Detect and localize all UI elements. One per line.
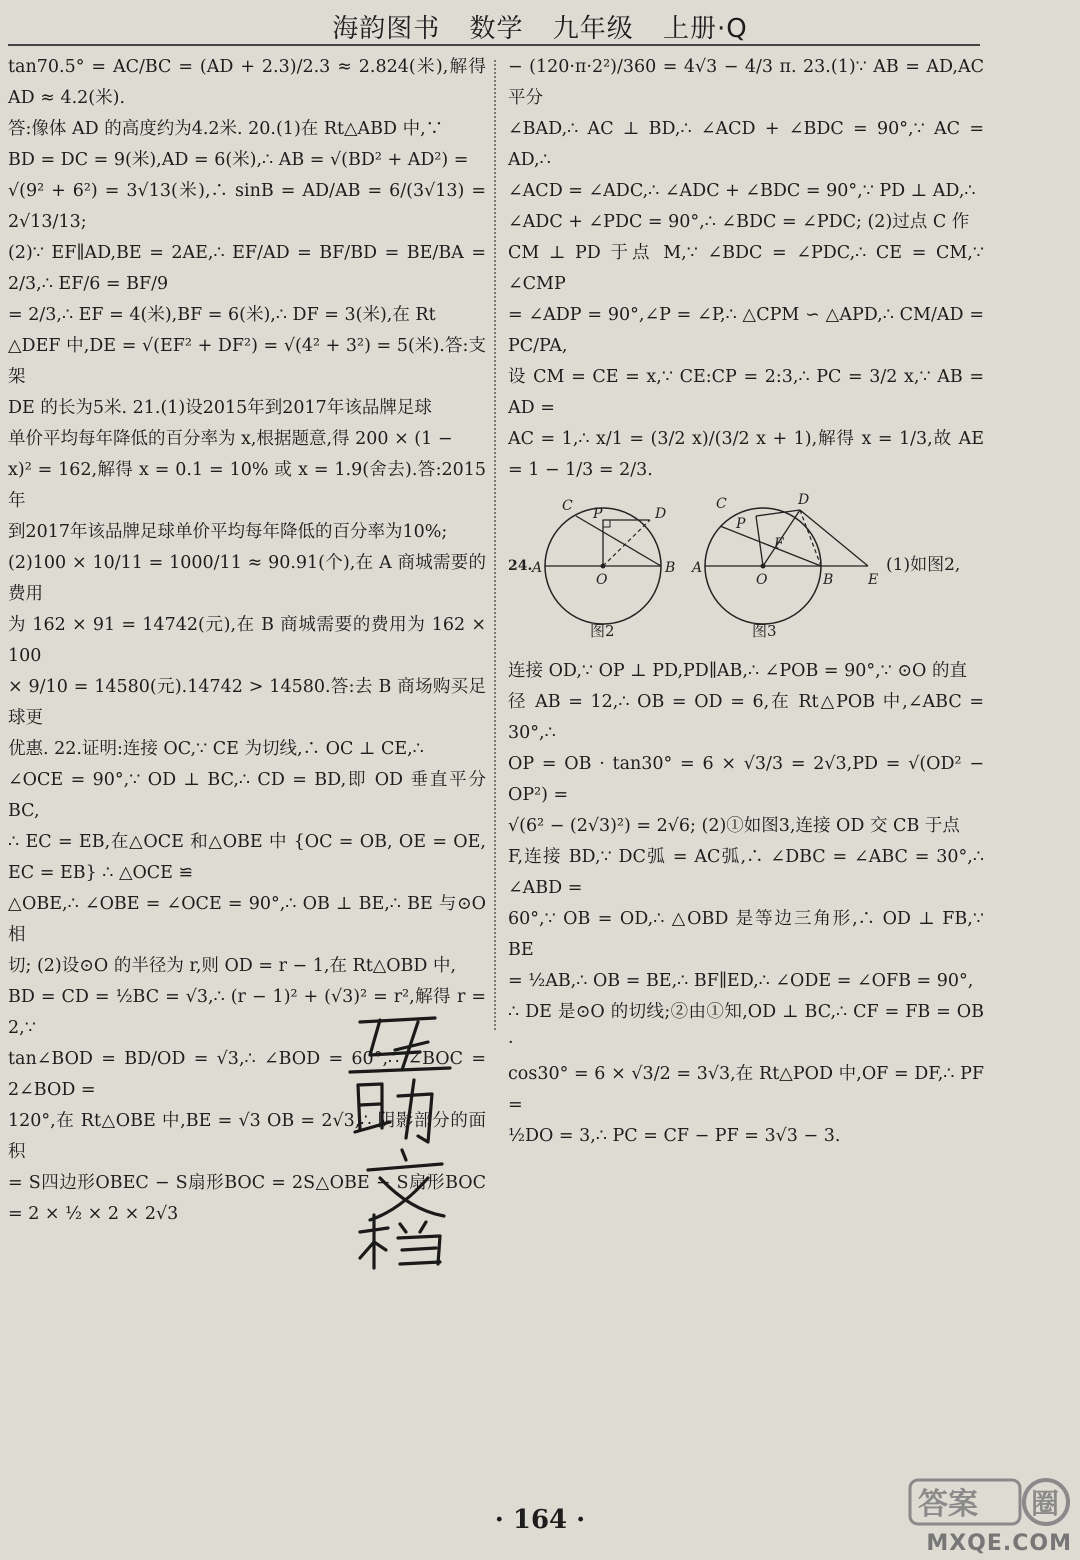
fig3-label-e: E bbox=[868, 572, 879, 588]
fig3-caption: 图3 bbox=[752, 622, 777, 640]
text-line: 单价平均每年降低的百分率为 x,根据题意,得 200 × (1 − bbox=[8, 429, 453, 449]
q24-label: 24. bbox=[508, 558, 533, 574]
text-line: △DEF 中,DE = √(EF² + DF²) = √(4² + 3²) = 5(米).答:支架 bbox=[8, 336, 486, 387]
fig3-label-d: D bbox=[798, 492, 810, 508]
header-subject: 数学 bbox=[469, 14, 524, 44]
text-line: 连接 OD,∵ OP ⊥ PD,PD∥AB,∴ ∠POB = 90°,∵ ⊙O 的直 bbox=[508, 661, 967, 681]
text-line: 切; (2)设⊙O 的半径为 r,则 OD = r − 1,在 Rt△OBD 中, bbox=[8, 956, 457, 976]
fig2-label-o: O bbox=[596, 572, 608, 588]
svg-text:圈: 圈 bbox=[1031, 1487, 1060, 1520]
fig2-label-d: D bbox=[655, 506, 667, 522]
fig2-caption: 图2 bbox=[590, 622, 615, 640]
text-line: ∠OCE = 90°,∵ OD ⊥ BC,∴ CD = BD,即 OD 垂直平分 BC, bbox=[8, 770, 486, 821]
text-line: OP = OB · tan30° = 6 × √3/3 = 2√3,PD = √(OD² − OP²) = bbox=[508, 754, 984, 805]
fig2-label-b: B bbox=[665, 560, 676, 576]
text-line: = ∠ADP = 90°,∠P = ∠P,∴ △CPM ∽ △APD,∴ CM/AD = PC/PA, bbox=[508, 305, 984, 356]
fig2-label-a: A bbox=[532, 560, 543, 576]
header-rule bbox=[8, 44, 980, 46]
svg-text:答案: 答案 bbox=[918, 1487, 978, 1522]
text-line: tan70.5° = AC/BC = (AD + 2.3)/2.3 ≈ 2.824(米),解得 AD ≈ 4.2(米). bbox=[8, 57, 486, 108]
fig2-right-angle bbox=[603, 520, 610, 527]
text-line: 径 AB = 12,∴ OB = OD = 6,在 Rt△POB 中,∠ABC = 30°,∴ bbox=[508, 692, 984, 743]
text-line: △OBE,∴ ∠OBE = ∠OCE = 90°,∴ OB ⊥ BE,∴ BE 与⊙O 相 bbox=[8, 894, 486, 945]
text-line: = 2/3,∴ EF = 4(米),BF = 6(米),∴ DF = 3(米),在 Rt bbox=[8, 305, 436, 325]
fig3-label-o: O bbox=[756, 572, 768, 588]
fig2-chord-cb bbox=[576, 516, 661, 566]
text-line: 60°,∵ OB = OD,∴ △OBD 是等边三角形,∴ OD ⊥ FB,∵ BE bbox=[508, 909, 984, 960]
text-line: (2)∵ EF∥AD,BE = 2AE,∴ EF/AD = BF/BD = BE/BA = 2/3,∴ EF/6 = BF/9 bbox=[8, 243, 486, 294]
text-line: ∠ADC + ∠PDC = 90°,∴ ∠BDC = ∠PDC; (2)过点 C 作 bbox=[508, 212, 970, 232]
text-line: 答:像体 AD 的高度约为4.2米. 20.(1)在 Rt△ABD 中,∵ bbox=[8, 119, 444, 139]
text-line: BD = CD = ½BC = √3,∴ (r − 1)² + (√3)² = r²,解得 r = 2,∵ bbox=[8, 987, 486, 1038]
text-line: √(9² + 6²) = 3√13(米),∴ sinB = AD/AB = 6/(3√13) = 2√13/13; bbox=[8, 181, 486, 232]
text-line: ∠BAD,∴ AC ⊥ BD,∴ ∠ACD + ∠BDC = 90°,∵ AC = AD,∴ bbox=[508, 119, 984, 170]
text-line: ½DO = 3,∴ PC = CF − PF = 3√3 − 3. bbox=[508, 1126, 841, 1146]
header-grade: 九年级 bbox=[552, 14, 634, 44]
fig3-label-a: A bbox=[692, 560, 703, 576]
text-line: = S四边形OBEC − S扇形BOC = 2S△OBE − S扇形BOC = 2 × ½ × 2 × 2√3 bbox=[8, 1173, 486, 1224]
text-line: √(6² − (2√3)²) = 2√6; (2)①如图3,连接 OD 交 CB 于点 bbox=[508, 816, 960, 836]
text-line: 优惠. 22.证明:连接 OC,∵ CE 为切线,∴ OC ⊥ CE,∴ bbox=[8, 739, 424, 759]
text-line: 到2017年该品牌足球单价平均每年降低的百分率为10%; bbox=[8, 522, 448, 542]
text-line: ∴ EC = EB,在△OCE 和△OBE 中 {OC = OB, OE = OE, EC = EB} ∴ △OCE ≌ bbox=[8, 832, 486, 883]
handwritten-char-4 bbox=[360, 1215, 440, 1268]
text-line: × 9/10 = 14580(元).14742 > 14580.答:去 B 商场购买足球更 bbox=[8, 677, 486, 728]
text-line: ∴ DE 是⊙O 的切线;②由①知,OD ⊥ BC,∴ CF = FB = OB · bbox=[508, 1002, 984, 1053]
circle-diagrams bbox=[508, 490, 984, 650]
page-number: · 164 · bbox=[494, 1505, 586, 1535]
text-line: 设 CM = CE = x,∵ CE:CP = 2:3,∴ PC = 3/2 x,∵ AB = AD = bbox=[508, 367, 984, 418]
text-line: BD = DC = 9(米),AD = 6(米),∴ AB = √(BD² + AD²) = bbox=[8, 150, 469, 170]
fig-side-text: (1)如图2, bbox=[886, 555, 961, 575]
fig3-center-dot bbox=[761, 564, 766, 569]
page-header bbox=[0, 8, 1080, 42]
handwritten-char-2 bbox=[355, 1080, 432, 1142]
right-column bbox=[508, 52, 984, 1152]
text-line: DE 的长为5米. 21.(1)设2015年到2017年该品牌足球 bbox=[8, 398, 432, 418]
watermark-site: MXQE.COM bbox=[926, 1531, 1072, 1556]
watermark-badge bbox=[908, 1476, 1074, 1528]
text-line: F,连接 BD,∵ DC弧 = AC弧,∴ ∠DBC = ∠ABC = 30°,∴ ∠ABD = bbox=[508, 847, 984, 898]
handwriting-annotation bbox=[340, 1010, 480, 1270]
handwritten-char-3 bbox=[368, 1150, 444, 1220]
text-line: = ½AB,∴ OB = BE,∴ BF∥ED,∴ ∠ODE = ∠OFB = 90°, bbox=[508, 971, 974, 991]
fig3-label-f: F bbox=[774, 536, 784, 552]
text-line: cos30° = 6 × √3/2 = 3√3,在 Rt△POD 中,OF = DF,∴ PF = bbox=[508, 1064, 984, 1115]
text-line: (2)100 × 10/11 = 1000/11 ≈ 90.91(个),在 A 商城需要的费用 bbox=[8, 553, 486, 604]
header-volume: 上册·Q bbox=[663, 14, 748, 44]
fig3-chord-cb bbox=[720, 526, 821, 566]
text-line: 为 162 × 91 = 14742(元),在 B 商城需要的费用为 162 × 100 bbox=[8, 615, 486, 666]
fig2-label-p: P bbox=[593, 506, 603, 522]
text-line: 120°,在 Rt△OBE 中,BE = √3 OB = 2√3,∴ 阴影部分的面积 bbox=[8, 1111, 486, 1162]
handwritten-char-1 bbox=[350, 1018, 450, 1072]
fig2-center-dot bbox=[601, 564, 606, 569]
text-line: ∠ACD = ∠ADC,∴ ∠ADC + ∠BDC = 90°,∵ PD ⊥ AD,∴ bbox=[508, 181, 976, 201]
fig3-label-c: C bbox=[716, 496, 727, 512]
column-divider bbox=[494, 60, 496, 1030]
fig3-label-p: P bbox=[736, 516, 746, 532]
text-line: CM ⊥ PD 于点 M,∵ ∠BDC = ∠PDC,∴ CE = CM,∵ ∠CMP bbox=[508, 243, 984, 294]
header-publisher: 海韵图书 bbox=[332, 14, 441, 44]
fig2-label-c: C bbox=[562, 498, 573, 514]
text-line: tan∠BOD = BD/OD = √3,∴ ∠BOD = 60°,∴ ∠BOC = 2∠BOD = bbox=[8, 1049, 486, 1100]
text-line: − (120·π·2²)/360 = 4√3 − 4/3 π. 23.(1)∵ AB = AD,AC 平分 bbox=[508, 57, 984, 108]
geometry-figures bbox=[508, 490, 984, 650]
fig3-label-b: B bbox=[823, 572, 834, 588]
text-line: AC = 1,∴ x/1 = (3/2 x)/(3/2 x + 1),解得 x = 1/3,故 AE = 1 − 1/3 = 2/3. bbox=[508, 429, 984, 480]
fig3-pd bbox=[756, 510, 800, 516]
text-line: x)² = 162,解得 x = 0.1 = 10% 或 x = 1.9(舍去).答:2015年 bbox=[8, 460, 486, 511]
